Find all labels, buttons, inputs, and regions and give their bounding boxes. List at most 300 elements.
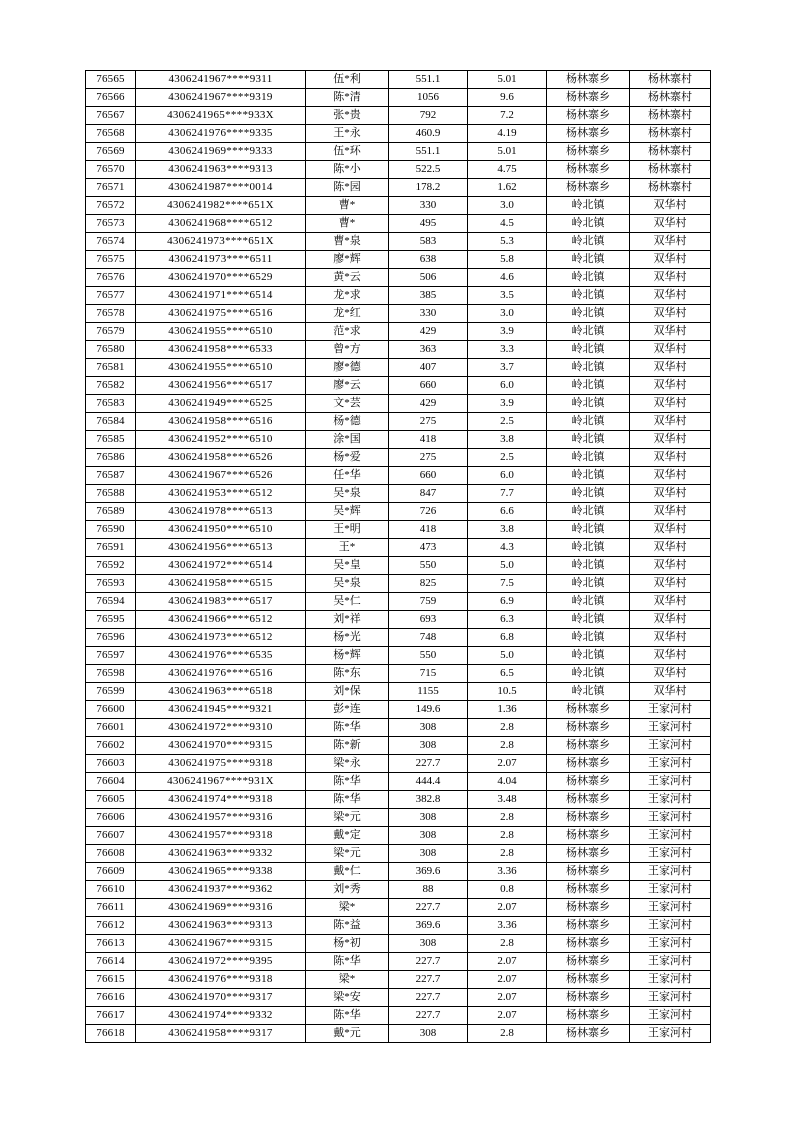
cell-amount: 330 — [389, 197, 468, 215]
cell-serial: 76568 — [86, 125, 136, 143]
cell-name: 任*华 — [306, 467, 389, 485]
cell-name: 伍*环 — [306, 143, 389, 161]
cell-town: 岭北镇 — [547, 629, 630, 647]
cell-name: 杨*爱 — [306, 449, 389, 467]
cell-serial: 76607 — [86, 827, 136, 845]
cell-name: 梁* — [306, 971, 389, 989]
cell-amount: 308 — [389, 935, 468, 953]
cell-village: 双华村 — [630, 341, 711, 359]
cell-town: 杨林寨乡 — [547, 971, 630, 989]
cell-village: 双华村 — [630, 575, 711, 593]
cell-id_number: 4306241978****6513 — [136, 503, 306, 521]
cell-serial: 76588 — [86, 485, 136, 503]
cell-amount: 149.6 — [389, 701, 468, 719]
cell-name: 梁* — [306, 899, 389, 917]
cell-rate: 10.5 — [468, 683, 547, 701]
cell-name: 伍*利 — [306, 71, 389, 89]
cell-town: 杨林寨乡 — [547, 863, 630, 881]
cell-amount: 1056 — [389, 89, 468, 107]
cell-village: 双华村 — [630, 233, 711, 251]
cell-village: 双华村 — [630, 431, 711, 449]
cell-id_number: 4306241967****9315 — [136, 935, 306, 953]
cell-amount: 308 — [389, 719, 468, 737]
cell-village: 双华村 — [630, 413, 711, 431]
cell-id_number: 4306241950****6510 — [136, 521, 306, 539]
cell-village: 杨林寨村 — [630, 143, 711, 161]
cell-rate: 6.6 — [468, 503, 547, 521]
cell-village: 双华村 — [630, 377, 711, 395]
cell-rate: 2.07 — [468, 953, 547, 971]
table-row — [86, 755, 711, 773]
cell-town: 岭北镇 — [547, 611, 630, 629]
cell-village: 王家河村 — [630, 701, 711, 719]
cell-amount: 551.1 — [389, 143, 468, 161]
cell-name: 陈*新 — [306, 737, 389, 755]
table-row — [86, 737, 711, 755]
cell-amount: 551.1 — [389, 71, 468, 89]
cell-name: 梁*永 — [306, 755, 389, 773]
table-row — [86, 323, 711, 341]
cell-serial: 76573 — [86, 215, 136, 233]
cell-rate: 2.5 — [468, 413, 547, 431]
cell-name: 吴*辉 — [306, 503, 389, 521]
cell-name: 廖*云 — [306, 377, 389, 395]
cell-serial: 76618 — [86, 1025, 136, 1043]
cell-town: 岭北镇 — [547, 647, 630, 665]
cell-id_number: 4306241957****9318 — [136, 827, 306, 845]
cell-town: 杨林寨乡 — [547, 125, 630, 143]
cell-serial: 76570 — [86, 161, 136, 179]
cell-id_number: 4306241963****9332 — [136, 845, 306, 863]
cell-serial: 76614 — [86, 953, 136, 971]
cell-serial: 76569 — [86, 143, 136, 161]
cell-village: 王家河村 — [630, 881, 711, 899]
cell-id_number: 4306241976****6535 — [136, 647, 306, 665]
cell-village: 王家河村 — [630, 755, 711, 773]
cell-amount: 363 — [389, 341, 468, 359]
table-row — [86, 377, 711, 395]
cell-amount: 227.7 — [389, 989, 468, 1007]
cell-amount: 660 — [389, 377, 468, 395]
cell-id_number: 4306241969****9316 — [136, 899, 306, 917]
cell-town: 岭北镇 — [547, 323, 630, 341]
table-row — [86, 359, 711, 377]
cell-amount: 660 — [389, 467, 468, 485]
cell-amount: 825 — [389, 575, 468, 593]
cell-rate: 6.5 — [468, 665, 547, 683]
table-row — [86, 395, 711, 413]
cell-village: 王家河村 — [630, 917, 711, 935]
cell-rate: 4.5 — [468, 215, 547, 233]
cell-serial: 76610 — [86, 881, 136, 899]
cell-amount: 407 — [389, 359, 468, 377]
cell-serial: 76585 — [86, 431, 136, 449]
cell-amount: 369.6 — [389, 917, 468, 935]
cell-amount: 382.8 — [389, 791, 468, 809]
cell-town: 岭北镇 — [547, 683, 630, 701]
table-row — [86, 251, 711, 269]
cell-name: 陈*园 — [306, 179, 389, 197]
table-row — [86, 899, 711, 917]
cell-village: 杨林寨村 — [630, 89, 711, 107]
cell-serial: 76574 — [86, 233, 136, 251]
cell-town: 杨林寨乡 — [547, 755, 630, 773]
cell-id_number: 4306241956****6513 — [136, 539, 306, 557]
cell-town: 岭北镇 — [547, 251, 630, 269]
cell-rate: 2.8 — [468, 827, 547, 845]
cell-village: 王家河村 — [630, 971, 711, 989]
cell-id_number: 4306241970****9315 — [136, 737, 306, 755]
cell-id_number: 4306241956****6517 — [136, 377, 306, 395]
cell-village: 王家河村 — [630, 809, 711, 827]
cell-name: 戴*定 — [306, 827, 389, 845]
cell-amount: 308 — [389, 737, 468, 755]
cell-id_number: 4306241987****0014 — [136, 179, 306, 197]
table-row — [86, 413, 711, 431]
cell-village: 双华村 — [630, 269, 711, 287]
cell-id_number: 4306241974****9318 — [136, 791, 306, 809]
cell-amount: 227.7 — [389, 971, 468, 989]
cell-serial: 76601 — [86, 719, 136, 737]
cell-town: 杨林寨乡 — [547, 179, 630, 197]
cell-village: 双华村 — [630, 503, 711, 521]
cell-serial: 76598 — [86, 665, 136, 683]
cell-village: 杨林寨村 — [630, 71, 711, 89]
cell-id_number: 4306241968****6512 — [136, 215, 306, 233]
cell-rate: 1.36 — [468, 701, 547, 719]
cell-serial: 76602 — [86, 737, 136, 755]
table-row — [86, 1007, 711, 1025]
cell-serial: 76583 — [86, 395, 136, 413]
cell-town: 岭北镇 — [547, 305, 630, 323]
cell-rate: 3.8 — [468, 521, 547, 539]
cell-serial: 76593 — [86, 575, 136, 593]
table-row — [86, 539, 711, 557]
cell-village: 杨林寨村 — [630, 107, 711, 125]
cell-id_number: 4306241953****6512 — [136, 485, 306, 503]
cell-serial: 76603 — [86, 755, 136, 773]
cell-id_number: 4306241971****6514 — [136, 287, 306, 305]
cell-rate: 6.3 — [468, 611, 547, 629]
cell-serial: 76582 — [86, 377, 136, 395]
cell-serial: 76581 — [86, 359, 136, 377]
cell-rate: 5.8 — [468, 251, 547, 269]
cell-name: 刘*保 — [306, 683, 389, 701]
cell-name: 梁*元 — [306, 809, 389, 827]
cell-town: 岭北镇 — [547, 395, 630, 413]
cell-village: 王家河村 — [630, 935, 711, 953]
cell-id_number: 4306241958****9317 — [136, 1025, 306, 1043]
table-row — [86, 575, 711, 593]
cell-serial: 76599 — [86, 683, 136, 701]
cell-village: 双华村 — [630, 521, 711, 539]
cell-amount: 506 — [389, 269, 468, 287]
cell-rate: 2.8 — [468, 935, 547, 953]
cell-amount: 792 — [389, 107, 468, 125]
cell-rate: 3.8 — [468, 431, 547, 449]
cell-village: 双华村 — [630, 359, 711, 377]
cell-id_number: 4306241970****9317 — [136, 989, 306, 1007]
cell-name: 范*求 — [306, 323, 389, 341]
cell-town: 岭北镇 — [547, 377, 630, 395]
cell-town: 杨林寨乡 — [547, 107, 630, 125]
cell-rate: 2.07 — [468, 971, 547, 989]
cell-serial: 76565 — [86, 71, 136, 89]
cell-serial: 76611 — [86, 899, 136, 917]
cell-id_number: 4306241974****9332 — [136, 1007, 306, 1025]
cell-id_number: 4306241955****6510 — [136, 359, 306, 377]
cell-id_number: 4306241983****6517 — [136, 593, 306, 611]
cell-name: 戴*元 — [306, 1025, 389, 1043]
cell-amount: 1155 — [389, 683, 468, 701]
table-body — [86, 71, 711, 1043]
cell-village: 双华村 — [630, 557, 711, 575]
cell-town: 杨林寨乡 — [547, 917, 630, 935]
cell-serial: 76591 — [86, 539, 136, 557]
cell-village: 杨林寨村 — [630, 161, 711, 179]
cell-village: 杨林寨村 — [630, 179, 711, 197]
cell-serial: 76606 — [86, 809, 136, 827]
cell-rate: 2.8 — [468, 809, 547, 827]
cell-town: 岭北镇 — [547, 593, 630, 611]
cell-name: 曾*方 — [306, 341, 389, 359]
cell-serial: 76609 — [86, 863, 136, 881]
table-row — [86, 179, 711, 197]
cell-rate: 5.0 — [468, 557, 547, 575]
cell-id_number: 4306241967****9311 — [136, 71, 306, 89]
cell-serial: 76580 — [86, 341, 136, 359]
cell-id_number: 4306241958****6526 — [136, 449, 306, 467]
cell-id_number: 4306241975****6516 — [136, 305, 306, 323]
table-row — [86, 701, 711, 719]
table-row — [86, 1025, 711, 1043]
cell-village: 杨林寨村 — [630, 125, 711, 143]
cell-serial: 76575 — [86, 251, 136, 269]
cell-id_number: 4306241976****9335 — [136, 125, 306, 143]
table-row — [86, 971, 711, 989]
cell-amount: 88 — [389, 881, 468, 899]
cell-name: 戴*仁 — [306, 863, 389, 881]
cell-town: 杨林寨乡 — [547, 809, 630, 827]
table-row — [86, 125, 711, 143]
table-row — [86, 917, 711, 935]
table-row — [86, 341, 711, 359]
cell-village: 双华村 — [630, 251, 711, 269]
cell-name: 陈*小 — [306, 161, 389, 179]
table-row — [86, 719, 711, 737]
cell-amount: 444.4 — [389, 773, 468, 791]
cell-id_number: 4306241965****9338 — [136, 863, 306, 881]
table-row — [86, 791, 711, 809]
cell-village: 王家河村 — [630, 863, 711, 881]
cell-rate: 3.0 — [468, 197, 547, 215]
cell-town: 杨林寨乡 — [547, 989, 630, 1007]
cell-village: 双华村 — [630, 287, 711, 305]
table-row — [86, 197, 711, 215]
cell-rate: 6.0 — [468, 467, 547, 485]
cell-id_number: 4306241973****6512 — [136, 629, 306, 647]
cell-rate: 3.36 — [468, 863, 547, 881]
cell-village: 王家河村 — [630, 1007, 711, 1025]
cell-rate: 2.8 — [468, 719, 547, 737]
cell-town: 岭北镇 — [547, 197, 630, 215]
cell-town: 岭北镇 — [547, 521, 630, 539]
cell-amount: 638 — [389, 251, 468, 269]
cell-amount: 429 — [389, 323, 468, 341]
table-row — [86, 989, 711, 1007]
cell-id_number: 4306241972****9395 — [136, 953, 306, 971]
cell-name: 陈*华 — [306, 1007, 389, 1025]
cell-name: 曹* — [306, 197, 389, 215]
cell-id_number: 4306241949****6525 — [136, 395, 306, 413]
cell-id_number: 4306241952****6510 — [136, 431, 306, 449]
cell-id_number: 4306241967****6526 — [136, 467, 306, 485]
cell-serial: 76605 — [86, 791, 136, 809]
cell-id_number: 4306241967****931X — [136, 773, 306, 791]
cell-town: 杨林寨乡 — [547, 1025, 630, 1043]
cell-id_number: 4306241965****933X — [136, 107, 306, 125]
cell-town: 杨林寨乡 — [547, 827, 630, 845]
cell-village: 双华村 — [630, 449, 711, 467]
table-row — [86, 143, 711, 161]
cell-id_number: 4306241976****9318 — [136, 971, 306, 989]
table-row — [86, 809, 711, 827]
cell-town: 岭北镇 — [547, 485, 630, 503]
table-row — [86, 953, 711, 971]
table-row — [86, 935, 711, 953]
cell-amount: 429 — [389, 395, 468, 413]
cell-serial: 76597 — [86, 647, 136, 665]
cell-town: 岭北镇 — [547, 413, 630, 431]
cell-village: 王家河村 — [630, 989, 711, 1007]
cell-town: 杨林寨乡 — [547, 701, 630, 719]
cell-rate: 3.9 — [468, 323, 547, 341]
cell-name: 陈*益 — [306, 917, 389, 935]
cell-village: 双华村 — [630, 683, 711, 701]
cell-village: 王家河村 — [630, 719, 711, 737]
cell-amount: 369.6 — [389, 863, 468, 881]
cell-rate: 4.75 — [468, 161, 547, 179]
cell-amount: 227.7 — [389, 1007, 468, 1025]
table-row — [86, 89, 711, 107]
cell-serial: 76579 — [86, 323, 136, 341]
table-row — [86, 611, 711, 629]
cell-serial: 76572 — [86, 197, 136, 215]
table-row — [86, 431, 711, 449]
cell-name: 张*贵 — [306, 107, 389, 125]
cell-id_number: 4306241976****6516 — [136, 665, 306, 683]
cell-rate: 7.5 — [468, 575, 547, 593]
cell-amount: 330 — [389, 305, 468, 323]
cell-serial: 76576 — [86, 269, 136, 287]
cell-village: 王家河村 — [630, 899, 711, 917]
cell-town: 杨林寨乡 — [547, 143, 630, 161]
table-row — [86, 827, 711, 845]
table-row — [86, 521, 711, 539]
table-row — [86, 449, 711, 467]
cell-id_number: 4306241972****9310 — [136, 719, 306, 737]
cell-name: 梁*元 — [306, 845, 389, 863]
cell-rate: 6.8 — [468, 629, 547, 647]
cell-rate: 3.9 — [468, 395, 547, 413]
table-row — [86, 269, 711, 287]
cell-name: 黄*云 — [306, 269, 389, 287]
cell-id_number: 4306241955****6510 — [136, 323, 306, 341]
cell-id_number: 4306241963****6518 — [136, 683, 306, 701]
cell-amount: 726 — [389, 503, 468, 521]
cell-town: 岭北镇 — [547, 665, 630, 683]
cell-rate: 5.01 — [468, 71, 547, 89]
cell-id_number: 4306241963****9313 — [136, 161, 306, 179]
cell-serial: 76612 — [86, 917, 136, 935]
cell-rate: 2.8 — [468, 1025, 547, 1043]
table-row — [86, 557, 711, 575]
cell-village: 王家河村 — [630, 845, 711, 863]
cell-rate: 3.48 — [468, 791, 547, 809]
cell-name: 陈*清 — [306, 89, 389, 107]
cell-village: 双华村 — [630, 593, 711, 611]
table-row — [86, 881, 711, 899]
cell-rate: 7.7 — [468, 485, 547, 503]
cell-amount: 275 — [389, 449, 468, 467]
cell-village: 双华村 — [630, 485, 711, 503]
cell-name: 刘*祥 — [306, 611, 389, 629]
table-row — [86, 647, 711, 665]
cell-name: 吴*仁 — [306, 593, 389, 611]
cell-town: 岭北镇 — [547, 557, 630, 575]
table-row — [86, 233, 711, 251]
cell-village: 双华村 — [630, 305, 711, 323]
cell-id_number: 4306241937****9362 — [136, 881, 306, 899]
cell-amount: 385 — [389, 287, 468, 305]
cell-serial: 76567 — [86, 107, 136, 125]
cell-name: 吴*皇 — [306, 557, 389, 575]
cell-town: 杨林寨乡 — [547, 773, 630, 791]
cell-amount: 418 — [389, 521, 468, 539]
cell-town: 岭北镇 — [547, 269, 630, 287]
cell-town: 杨林寨乡 — [547, 845, 630, 863]
cell-town: 岭北镇 — [547, 575, 630, 593]
cell-serial: 76577 — [86, 287, 136, 305]
cell-amount: 178.2 — [389, 179, 468, 197]
cell-rate: 6.0 — [468, 377, 547, 395]
table-row — [86, 845, 711, 863]
cell-serial: 76584 — [86, 413, 136, 431]
cell-name: 杨*初 — [306, 935, 389, 953]
cell-id_number: 4306241975****9318 — [136, 755, 306, 773]
cell-amount: 227.7 — [389, 755, 468, 773]
cell-rate: 4.6 — [468, 269, 547, 287]
cell-town: 杨林寨乡 — [547, 899, 630, 917]
table-row — [86, 629, 711, 647]
cell-name: 王*明 — [306, 521, 389, 539]
cell-name: 刘*秀 — [306, 881, 389, 899]
cell-rate: 2.07 — [468, 755, 547, 773]
cell-amount: 227.7 — [389, 953, 468, 971]
cell-rate: 0.8 — [468, 881, 547, 899]
cell-id_number: 4306241958****6515 — [136, 575, 306, 593]
cell-amount: 693 — [389, 611, 468, 629]
cell-name: 王* — [306, 539, 389, 557]
cell-amount: 473 — [389, 539, 468, 557]
cell-town: 杨林寨乡 — [547, 161, 630, 179]
table-row — [86, 503, 711, 521]
cell-serial: 76566 — [86, 89, 136, 107]
cell-rate: 2.07 — [468, 1007, 547, 1025]
cell-name: 杨*光 — [306, 629, 389, 647]
cell-name: 龙*红 — [306, 305, 389, 323]
table-row — [86, 215, 711, 233]
